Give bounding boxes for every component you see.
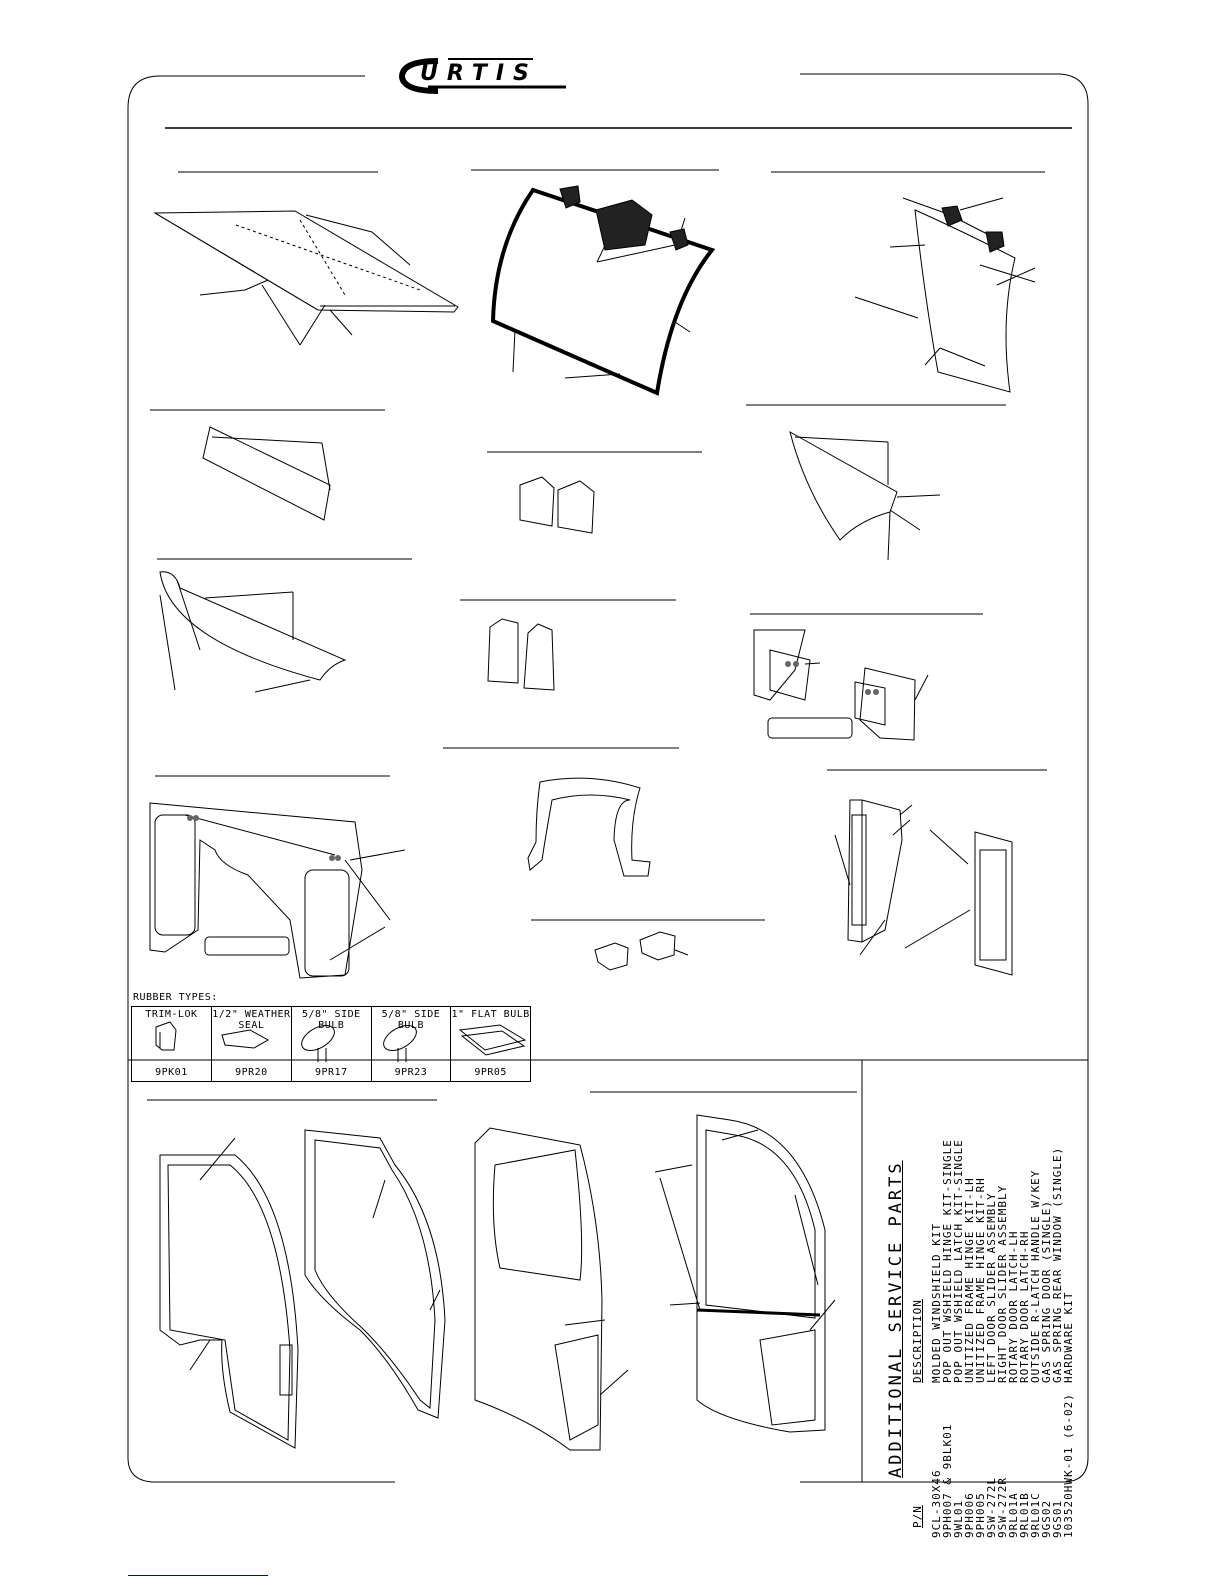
service-part-pn: 9RL01A [1007,1492,1020,1538]
service-part-pn: 9PH006 [963,1492,976,1538]
service-parts-rotated [888,1068,1078,1538]
service-part-pn: 9SW-272R [996,1477,1009,1538]
runner-type-code: 9PK01 [155,1067,188,1078]
runner-types-title: RUBBER TYPES: [133,992,218,1003]
service-part-desc: RIGHT DOOR SLIDER ASSEMBLY [996,1184,1009,1383]
company-logo [398,55,574,95]
service-parts-desc-header: DESCRIPTION [911,1299,924,1383]
runner-type-label: 5/8" SIDE BULB [301,1009,361,1031]
logo-text: URTIS [420,61,538,86]
runner-type-code: 9PR17 [314,1067,348,1078]
runner-type-cell [371,1007,451,1082]
service-part-desc: GAS SPRING REAR WINDOW (SINGLE) [1051,1146,1064,1383]
service-part-desc: UNITIZED FRAME HINGE KIT-LH [963,1177,976,1383]
service-parts-pn-header: P/N [911,1505,924,1528]
service-parts-panel [888,1068,1078,1538]
service-parts-title: ADDITIONAL SERVICE PARTS [886,1160,906,1478]
runner-type-cell [211,1007,291,1082]
service-part-desc: OUTSIDE R-LATCH HANDLE W/KEY [1029,1169,1042,1383]
service-part-pn: 9PH007 & 9BLK01 [941,1423,954,1538]
frame-top-left [128,76,365,108]
service-part-pn: 9RL01B [1018,1492,1031,1538]
runner-type-cell [132,1007,212,1082]
runner-types-table [131,1006,531,1082]
service-part-desc: GAS SPRING DOOR (SINGLE) [1040,1200,1053,1383]
runner-type-code: 9PR05 [474,1067,507,1078]
service-part-desc: ROTARY DOOR LATCH-RH [1018,1230,1031,1383]
service-part-pn: 9PH005 [974,1492,987,1538]
service-part-pn: 9WL01 [952,1499,965,1538]
service-part-desc: UNITIZED FRAME HINGE KIT-RH [974,1177,987,1383]
service-part-desc: LEFT DOOR SLIDER ASSEMBLY [985,1192,998,1383]
page-link-underline[interactable] [128,1575,268,1576]
runner-type-label: TRIM-LOK [145,1009,198,1020]
service-part-pn: 9CL-30X46 [930,1469,943,1538]
service-part-desc: HARDWARE KIT [1062,1291,1075,1383]
service-part-desc: POP OUT WSHIELD LATCH KIT-SINGLE [952,1139,965,1383]
service-part-pn: 9GS01 [1051,1499,1064,1538]
service-part-pn: 9RL01C [1029,1492,1042,1538]
runner-type-label: 1" FLAT BULB [451,1009,530,1020]
runner-type-label: 5/8" SIDE BULB [381,1009,441,1031]
runner-type-code: 9PR20 [235,1067,268,1078]
service-part-desc: POP OUT WSHIELD HINGE KIT-SINGLE [941,1139,954,1383]
service-part-pn: 9GS02 [1040,1499,1053,1538]
service-part-desc: ROTARY DOOR LATCH-LH [1007,1230,1020,1383]
service-part-pn: 103520HWK-01 (6-02) [1062,1393,1075,1538]
service-part-desc: MOLDED WINDSHIELD KIT [930,1222,943,1383]
service-part-pn: 9SW-272L [985,1477,998,1538]
runner-type-code: 9PR23 [394,1067,428,1078]
runner-type-cell [451,1007,531,1082]
runner-type-cell [291,1007,371,1082]
runner-type-label: 1/2" WEATHER SEAL [212,1009,291,1031]
